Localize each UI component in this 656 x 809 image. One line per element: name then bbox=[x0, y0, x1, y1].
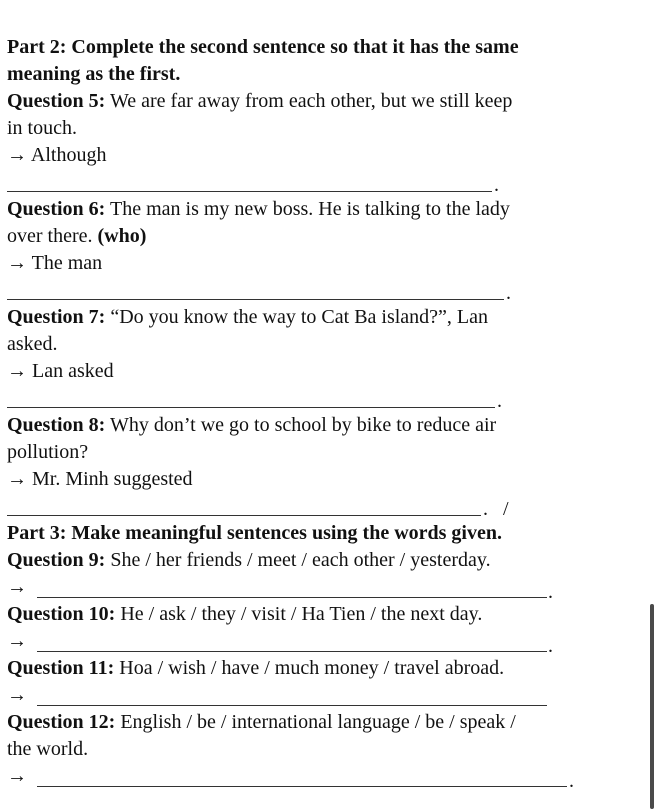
question-8-prompt: → Mr. Minh suggested bbox=[7, 468, 193, 490]
question-11-label: Question 11: bbox=[7, 657, 115, 679]
question-5-answer-line[interactable] bbox=[7, 191, 492, 192]
question-9-line1 bbox=[7, 548, 491, 572]
question-6-answer-line[interactable] bbox=[7, 299, 504, 300]
question-6-label: Question 6: bbox=[7, 198, 106, 220]
question-9-label: Question 9: bbox=[7, 549, 106, 571]
question-12-text: English / be / international language / be / speak / bbox=[115, 711, 516, 733]
question-12-line1 bbox=[7, 710, 516, 734]
part3-heading: Part 3: Make meaningful sentences using the words given. bbox=[7, 522, 502, 544]
question-10-end-mark: . bbox=[548, 635, 553, 657]
question-6-text: The man is my new boss. He is talking to the lady bbox=[105, 198, 510, 220]
question-9-answer-line[interactable] bbox=[37, 597, 547, 598]
question-10-label: Question 10: bbox=[7, 603, 116, 625]
question-10-answer-line[interactable] bbox=[37, 651, 547, 652]
question-5-text: We are far away from each other, but we still keep bbox=[105, 90, 513, 112]
question-12-answer-line[interactable] bbox=[37, 786, 567, 787]
question-12-label: Question 12: bbox=[7, 711, 116, 733]
question-6-line1 bbox=[7, 197, 510, 221]
question-11-answer-line[interactable] bbox=[37, 705, 547, 706]
question-11-text: Hoa / wish / have / much money / travel abroad. bbox=[114, 657, 505, 679]
question-5-prompt: → Although bbox=[7, 144, 107, 166]
question-7-text: “Do you know the way to Cat Ba island?”, Lan bbox=[105, 306, 489, 328]
question-7-line1 bbox=[7, 305, 488, 329]
question-9-text: She / her friends / meet / each other / yesterday. bbox=[105, 549, 491, 571]
question-11-line1 bbox=[7, 656, 504, 680]
question-6-end-mark: . bbox=[506, 282, 511, 304]
part2-heading-line2: meaning as the first. bbox=[7, 63, 181, 85]
question-8-line2: pollution? bbox=[7, 441, 89, 463]
vertical-scrollbar[interactable] bbox=[644, 0, 656, 809]
question-7-prompt: → Lan asked bbox=[7, 360, 114, 382]
question-12-line2: the world. bbox=[7, 738, 89, 760]
question-10-line1 bbox=[7, 602, 482, 626]
question-5-label: Question 5: bbox=[7, 90, 106, 112]
question-8-label: Question 8: bbox=[7, 414, 106, 436]
scrollbar-thumb[interactable] bbox=[650, 604, 654, 809]
question-7-end-mark: . bbox=[497, 390, 502, 412]
question-10-arrow: → bbox=[7, 630, 27, 652]
question-6-line2 bbox=[7, 224, 146, 248]
question-8-end-mark: . / bbox=[483, 498, 509, 520]
question-6-prompt: → The man bbox=[7, 252, 103, 274]
question-7-line2: asked. bbox=[7, 333, 58, 355]
question-12-arrow: → bbox=[7, 765, 27, 787]
question-9-end-mark: . bbox=[548, 581, 553, 603]
question-6-text-cont: over there. bbox=[7, 225, 98, 247]
part2-heading-line1: Part 2: Complete the second sentence so that it has the same bbox=[7, 36, 519, 58]
question-10-text: He / ask / they / visit / Ha Tien / the next day. bbox=[115, 603, 483, 625]
question-8-line1 bbox=[7, 413, 496, 437]
question-5-line1 bbox=[7, 89, 512, 113]
question-5-line2: in touch. bbox=[7, 117, 77, 139]
question-8-text: Why don’t we go to school by bike to reduce air bbox=[105, 414, 497, 436]
question-12-end-mark: . bbox=[569, 770, 574, 792]
question-7-answer-line[interactable] bbox=[7, 407, 495, 408]
question-11-arrow: → bbox=[7, 684, 27, 706]
question-6-hint: (who) bbox=[97, 225, 147, 247]
question-7-label: Question 7: bbox=[7, 306, 106, 328]
question-9-arrow: → bbox=[7, 576, 27, 598]
question-8-answer-line[interactable] bbox=[7, 515, 481, 516]
question-5-end-mark: . bbox=[494, 174, 499, 196]
